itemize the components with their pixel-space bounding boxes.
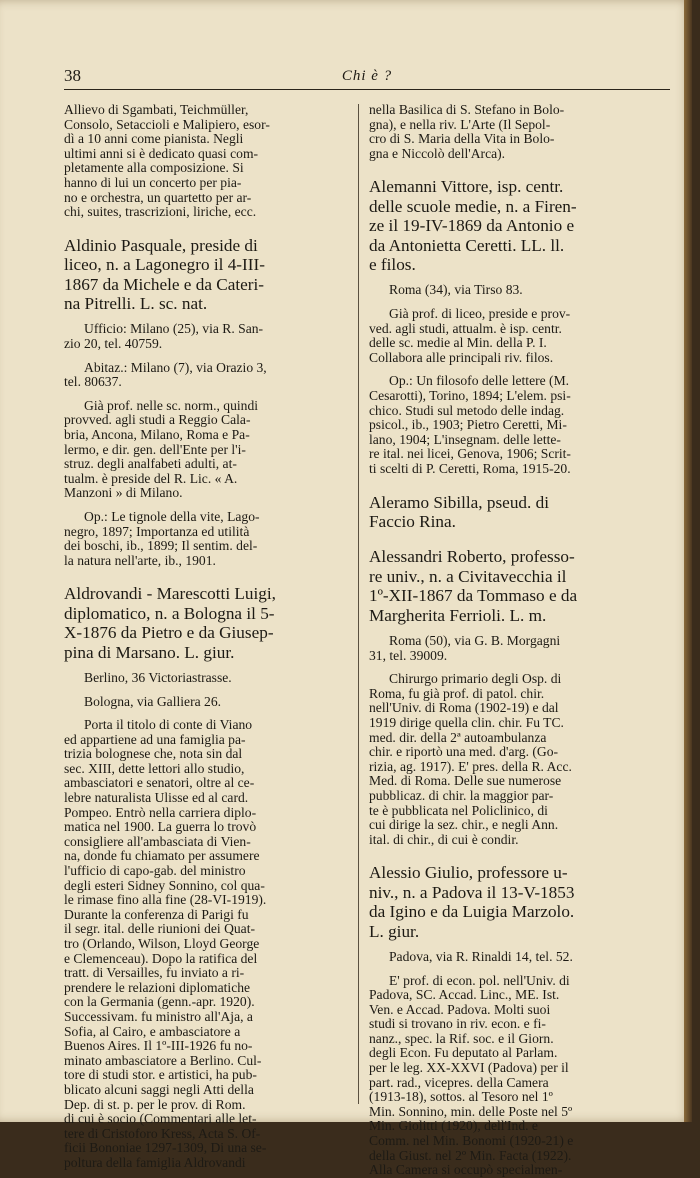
left-column [64,103,346,1171]
text-line: Roma (34), via Tirso 83. [389,282,523,298]
text-line: 1919 dirige quella clin. chir. Fu TC. [369,714,564,730]
text-line: ti scelti di P. Ceretti, Roma, 1915-20. [369,460,571,476]
text-line: tualm. è preside del R. Lic. « A. [64,470,238,486]
text-line: Cesarotti), Torino, 1894; L'elem. psi- [369,387,571,403]
text-line: tore di studi stor. e artistici, ha pub- [64,1067,257,1083]
text-line: part. rad., vicepres. della Camera [369,1074,549,1090]
page-number: 38 [64,66,81,85]
text-line: rizia, ag. 1917). E' pres. della R. Acc. [369,758,572,774]
text-line: da Igino e da Luigia Marzolo. [369,902,575,922]
text-line: ambasciatori e senatori, oltre al ce- [64,775,255,791]
text-line: Med. di Roma. Delle sue numerose [369,773,562,789]
text-line: te è pubblicata nel Policlinico, di [369,802,548,818]
text-line: tere di Cristoforo Kress, Acta S. Of- [64,1125,261,1141]
text-line: med. dir. della 2ª autoambulanza [369,729,547,745]
text-line: cro di S. Maria della Vita in Bolo- [369,131,555,147]
text-line: lebre naturalista Ulisse ed al card. [64,790,249,806]
text-line: per le leg. XX-XXVI (Padova) per il [369,1060,569,1076]
text-line: dei boschi, ib., 1899; Il sentim. del- [64,538,258,554]
text-line: con la Germania (genn.-apr. 1920). [64,994,255,1010]
text-line: Allievo di Sgambati, Teichmüller, [64,102,249,117]
text-line: degli esteri Sidney Sonnino, col qua- [64,877,265,893]
text-line: e Clemenceau). Dopo la ratifica del [64,950,258,966]
text-line: le rimase fino alla fine (28-VI-1919). [64,892,267,908]
text-line: Manzoni » di Milano. [64,485,183,501]
text-line: Aleramo Sibilla, pseud. di [369,492,549,512]
text-line: Berlino, 36 Victoriastrasse. [84,669,232,685]
text-line: Sofia, al Cairo, e ambasciatore a [64,1023,241,1039]
text-line: Padova, SC. Accad. Linc., ME. Ist. [369,987,560,1003]
text-line: Chirurgo primario degli Osp. di [389,671,562,687]
text-line: provved. agli studi a Reggio Cala- [64,412,251,428]
text-line: degli Econ. Fu deputato al Parlam. [369,1045,558,1061]
text-line: Op.: Le tignole della vite, Lago- [84,508,260,524]
text-line: Min. Giolitti (1920), dell'Ind. e [369,1118,538,1134]
text-line: l'ufficio di capo-gab. del ministro [64,863,246,879]
text-line: Alessandri Roberto, professo- [369,547,575,567]
text-line: chir. e riportò una med. d'arg. (Go- [369,744,559,760]
text-line: Pompeo. Entrò nella carriera diplo- [64,804,257,820]
header-rule [64,89,670,90]
text-line: na, donde fu chiamato per assumere [64,848,260,864]
text-line: e filos. [369,255,416,274]
text-line: Ven. e Accad. Padova. Molti suoi [369,1001,551,1017]
text-line: Alessio Giulio, professore u- [369,863,568,883]
text-line: diplomatico, n. a Bologna il 5- [64,603,275,623]
text-line: ved. agli studi, attualm. è isp. centr. [369,320,562,336]
text-line: Aldrovandi - Marescotti Luigi, [64,584,276,604]
text-line: struz. degli analfabeti adulti, at- [64,456,237,472]
text-line: L. giur. [369,921,420,941]
text-line: ultimi anni si è dedicato quasi com- [64,145,259,161]
text-line: na Pitrelli. L. sc. nat. [64,293,208,313]
text-line: consigliere all'ambasciata di Vien- [64,833,251,849]
text-line: Aldinio Pasquale, preside di [64,235,258,255]
text-line: tro (Orlando, Wilson, Lloyd George [64,936,260,951]
text-line: Alla Camera si occupò specialmen- [369,1162,563,1178]
text-line: X-1876 da Pietro e da Giusep- [64,623,274,643]
text-line: Dep. di st. p. per le prov. di Rom. [64,1096,246,1112]
running-title: Chi è ? [341,68,393,84]
text-line: zio 20, tel. 40759. [64,335,163,351]
text-line: trizia bolognese che, nota sin dal [64,746,243,762]
text-line: minato ambasciatore a Berlino. Cul- [64,1052,262,1068]
text-line: bria, Ancona, Milano, Roma e Pa- [64,426,250,442]
text-line: liceo, n. a Lagonegro il 4-III- [64,255,265,275]
text-line: prendere le relazioni diplomatiche [64,979,251,995]
text-line: gna), e nella riv. L'Arte (Il Sepol- [369,116,551,132]
text-line: niv., n. a Padova il 13-V-1853 [369,882,575,902]
text-line: Min. Sonnino, min. delle Poste nel 5º [369,1103,573,1119]
text-line: nell'Univ. di Roma (1902-19) e dal [369,700,559,716]
text-line: tel. 80637. [64,374,122,390]
text-line: lano, 1904; L'insegnam. delle lette- [369,431,561,447]
text-line: da Antonietta Ceretti. LL. ll. [369,235,565,255]
text-line: ze il 19-IV-1869 da Antonio e [369,216,575,236]
text-line: sec. XIII, dette lettori allo studio, [64,760,245,776]
text-line: psicol., ib., 1903; Pietro Ceretti, Mi- [369,417,567,433]
text-line: delle sc. medie al Min. della P. I. [369,335,547,351]
text-line: ital. di chir., di cui è condir. [369,831,519,847]
text-line: Padova, via R. Rinaldi 14, tel. 52. [389,948,573,964]
text-line: dì a 10 anni come pianista. Negli [64,131,244,147]
text-line: poltura della famiglia Aldrovandi [64,1154,246,1170]
text-line: Già prof. nelle sc. norm., quindi [84,397,259,413]
text-line: blicato alcuni saggi negli Atti della [64,1081,254,1097]
text-line: Buenos Aires. Il 1º-III-1926 fu no- [64,1038,253,1054]
text-line: la natura nell'arte, ib., 1901. [64,552,216,568]
text-line: ed appartiene ad una famiglia pa- [64,731,246,747]
text-line: Bologna, via Galliera 26. [84,693,222,709]
text-line: il segr. ital. delle riunioni dei Quat- [64,921,256,937]
text-line: chi, suites, trascrizioni, liriche, ecc. [64,204,257,220]
text-line: Già prof. di liceo, preside e prov- [389,306,571,321]
text-line: cui dirige la sez. chir., e negli Ann. [369,817,559,833]
text-line: pina di Marsano. L. giur. [64,642,235,662]
text-line: Durante la conferenza di Parigi fu [64,906,249,922]
text-line: Collabora alle principali riv. filos. [369,349,554,365]
text-line: Porta il titolo di conte di Viano [84,717,253,733]
text-line: Abitaz.: Milano (7), via Orazio 3, [84,359,267,375]
text-line: pubblicaz. di chir. la maggior par- [369,787,554,803]
text-line: re ital. nei licei, Genova, 1906; Scrit- [369,446,571,462]
text-line: hanno di lui un concerto per pia- [64,174,242,190]
text-line: Ufficio: Milano (25), via R. San- [84,321,264,337]
text-line: Roma, fu già prof. di patol. chir. [369,685,545,701]
text-line: 1º-XII-1867 da Tommaso e da [369,586,578,606]
text-line: re univ., n. a Civitavecchia il [369,566,567,586]
text-line: Margherita Ferrioli. L. m. [369,605,547,625]
text-line: no e orchestra, un quartetto per ar- [64,189,252,205]
text-line: 1867 da Michele e da Cateri- [64,274,264,294]
column-divider [358,104,359,1104]
text-line: matica nel 1900. La guerra lo trovò [64,819,257,835]
text-line: Comm. nel Min. Bonomi (1920-21) e [369,1133,574,1149]
text-line: della Giust. nel 2º Min. Facta (1922). [369,1147,572,1163]
text-line: pletamente alla composizione. Si [64,160,244,176]
text-line: di cui è socio (Commentari alle let- [64,1111,257,1127]
text-line: gna e Niccolò dell'Arca). [369,145,506,161]
page-header [64,66,670,90]
text-line: 31, tel. 39009. [369,647,448,663]
page-edge [684,0,692,1122]
text-line: chico. Studi sul metodo delle indag. [369,402,565,418]
text-line: delle scuole medie, n. a Firen- [369,196,577,216]
text-line: Faccio Rina. [369,511,456,531]
text-line: nella Basilica di S. Stefano in Bolo- [369,102,565,117]
text-line: Op.: Un filosofo delle lettere (M. [389,373,570,389]
text-line: negro, 1897; Importanza ed utilità [64,523,250,539]
text-line: Alemanni Vittore, isp. centr. [369,177,564,197]
text-line: nanz., spec. la Rif. soc. e il Giorn. [369,1030,554,1046]
text-line: Successivam. fu ministro all'Aja, a [64,1008,253,1024]
text-line: tratt. di Versailles, fu inviato a ri- [64,965,245,981]
right-column [369,103,650,1178]
text-line: lermo, e dir. gen. dell'Ente per l'i- [64,441,246,457]
text-line: Consolo, Setaccioli e Malipiero, esor- [64,116,270,132]
text-line: E' prof. di econ. pol. nell'Univ. di [389,972,570,988]
text-line: Roma (50), via G. B. Morgagni [389,632,561,648]
text-line: (1913-18), sottos. al Tesoro nel 1º [369,1089,553,1105]
text-line: studi si trovano in riv. econ. e fi- [369,1016,546,1032]
text-line: ficii Bononiae 1297-1309, Di una se- [64,1140,267,1156]
